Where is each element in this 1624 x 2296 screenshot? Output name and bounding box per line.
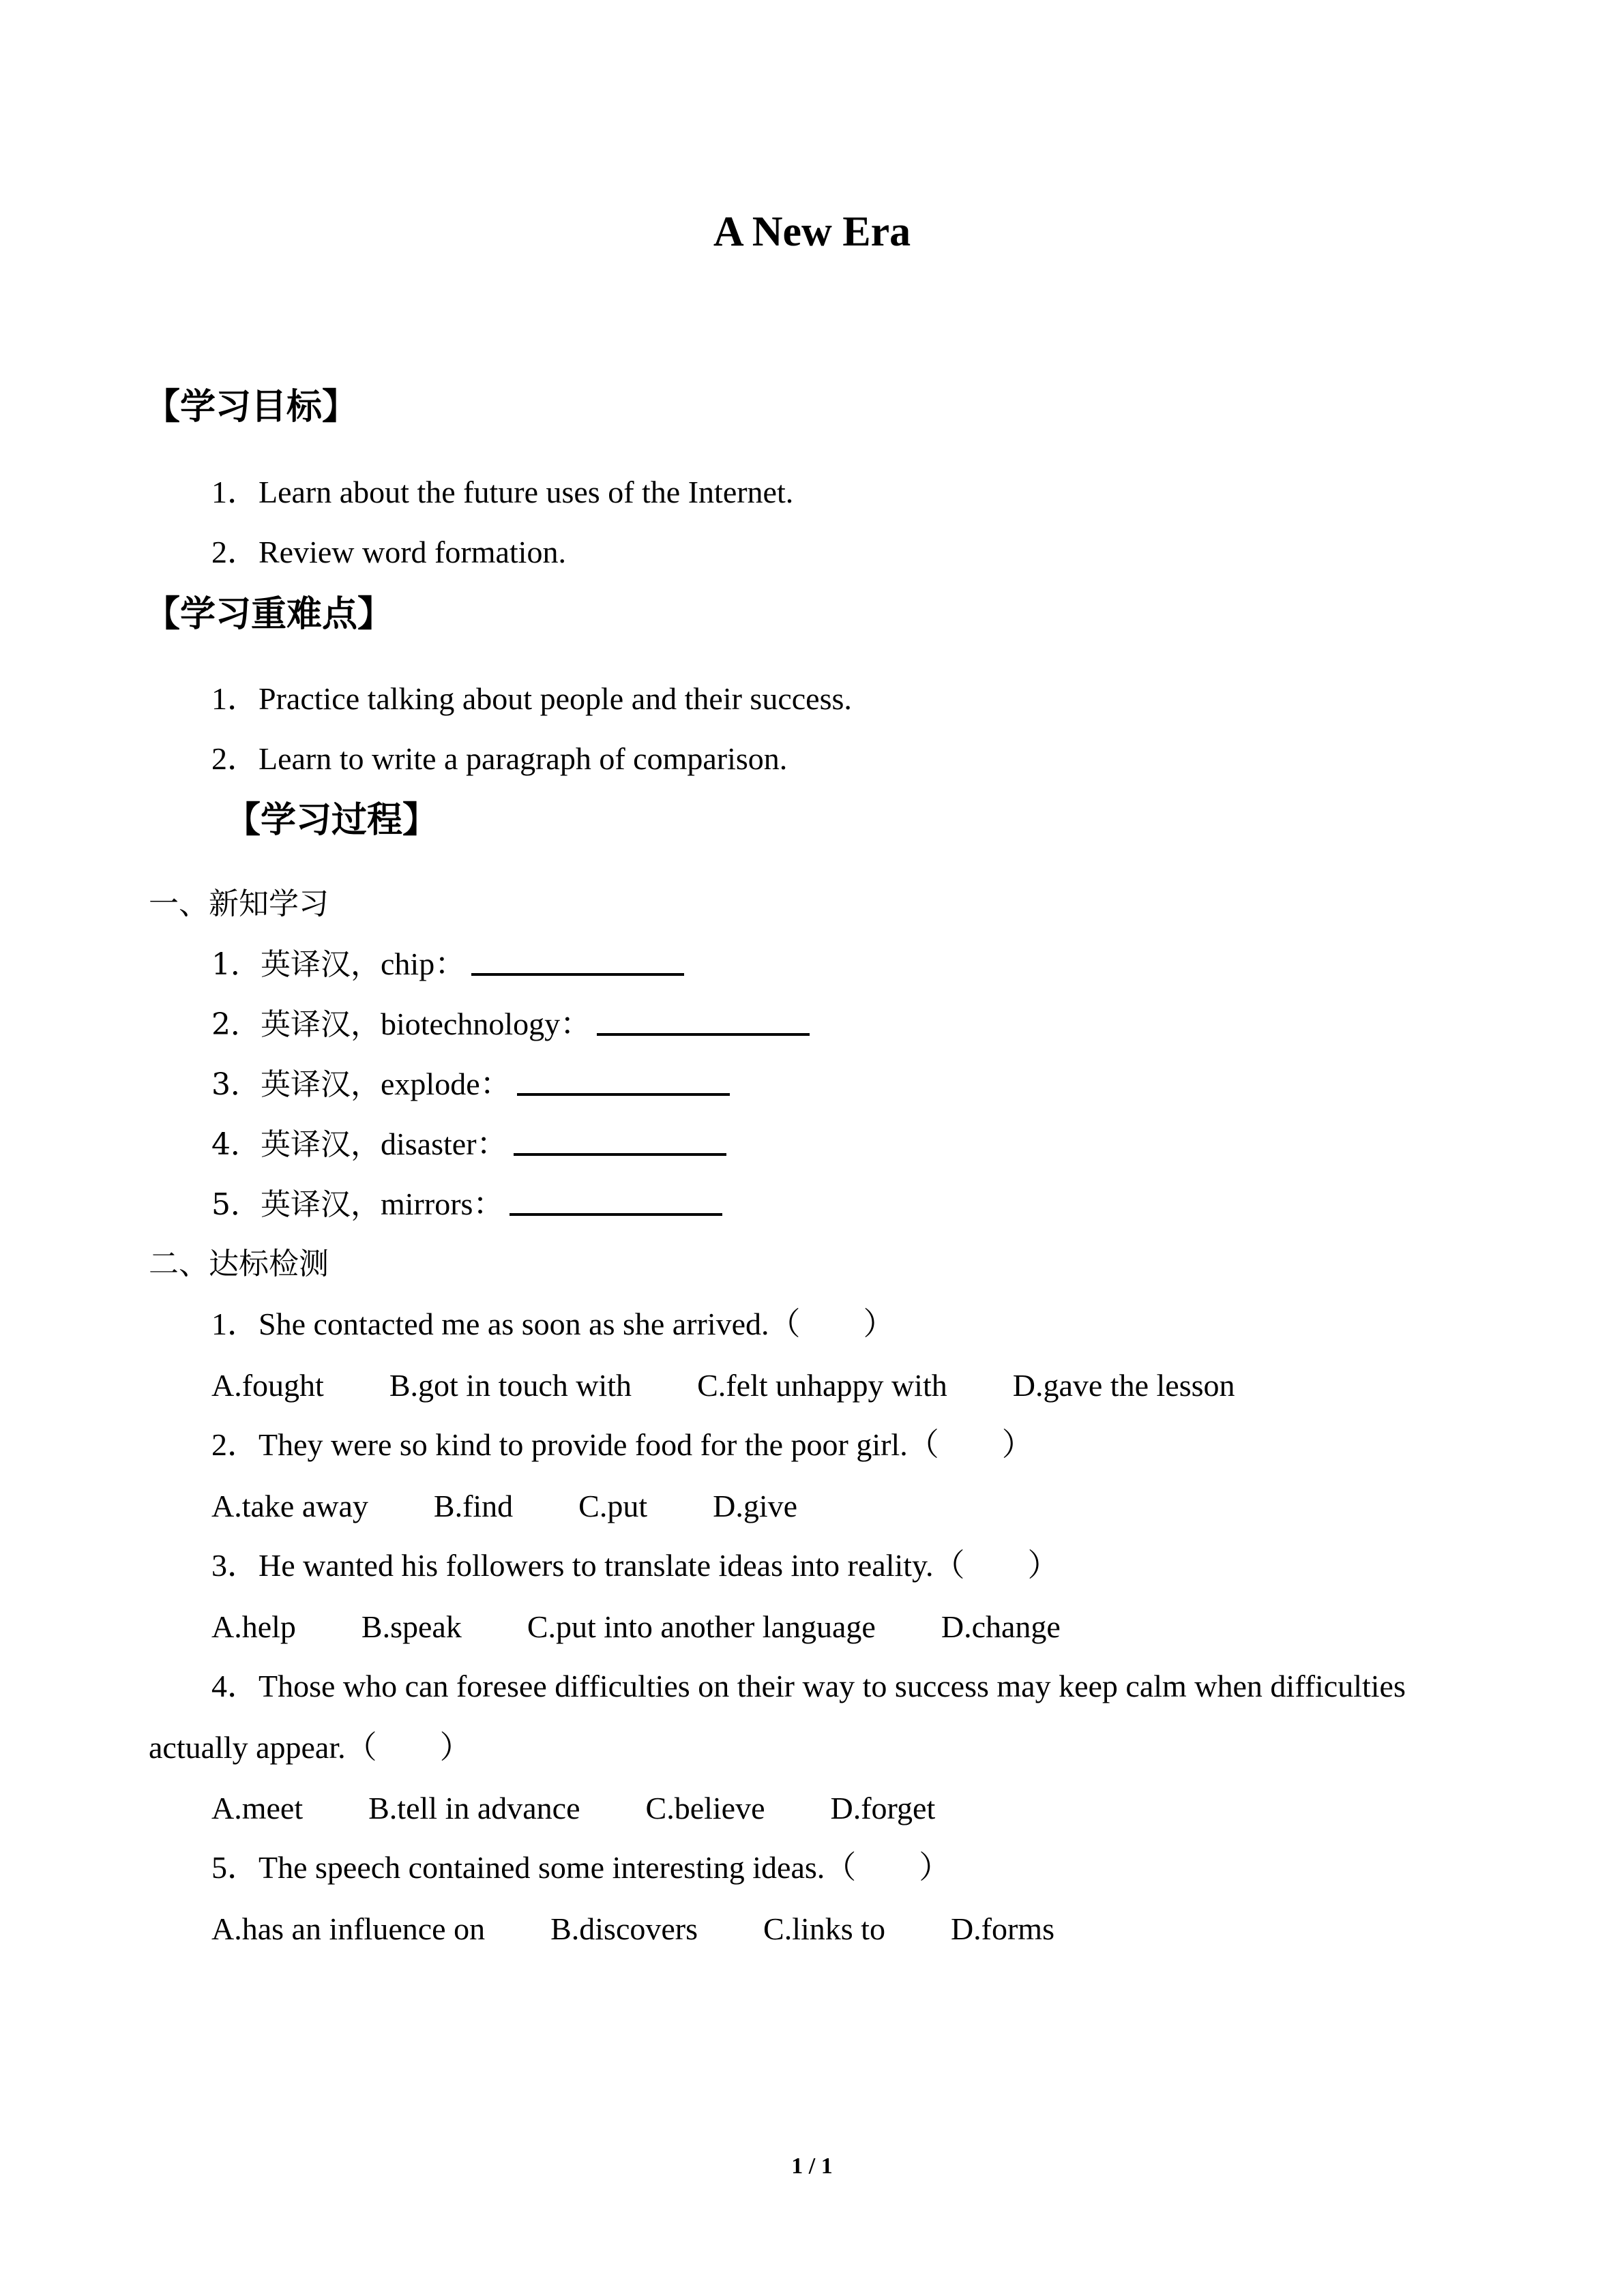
answer-blank[interactable]	[597, 1033, 810, 1036]
option-c[interactable]: C.put into another language	[527, 1609, 876, 1644]
option-b[interactable]: B.discovers	[550, 1911, 698, 1946]
test-heading: 二、达标检测	[149, 1247, 329, 1281]
question-stem-continued: actually appear.（ ）	[149, 1730, 471, 1765]
objectives-heading: 【学习目标】	[145, 387, 358, 428]
option-d[interactable]: D.gave the lesson	[1012, 1368, 1235, 1403]
question-stem: 5．The speech contained some interesting ideas.（ ）	[211, 1850, 951, 1885]
option-a[interactable]: A.take away	[211, 1489, 368, 1523]
option-b[interactable]: B.tell in advance	[368, 1791, 580, 1825]
objective-item: 2．Review word formation.	[211, 535, 566, 569]
vocab-item	[211, 1182, 722, 1227]
option-b[interactable]: B.speak	[361, 1609, 462, 1644]
option-a[interactable]: A.has an influence on	[211, 1911, 486, 1946]
vocab-prefix: 3．英译汉，	[211, 1067, 381, 1102]
option-d[interactable]: D.change	[941, 1609, 1061, 1644]
page-title: A New Era	[713, 209, 911, 255]
answer-blank[interactable]	[517, 1093, 730, 1096]
vocab-word: biotechnology：	[381, 1007, 592, 1041]
question-options	[211, 1907, 1054, 1951]
question-stem: 3．He wanted his followers to translate ideas into reality.（ ）	[211, 1548, 1059, 1583]
new-knowledge-heading: 一、新知学习	[149, 886, 329, 921]
vocab-prefix: 1．英译汉，	[211, 947, 381, 982]
process-heading: 【学习过程】	[225, 800, 439, 841]
option-c[interactable]: C.put	[578, 1489, 648, 1523]
key-points-heading: 【学习重难点】	[145, 594, 394, 635]
question-stem: 2．They were so kind to provide food for the poor girl.（ ）	[211, 1427, 1033, 1462]
vocab-item	[211, 942, 684, 987]
question-stem: 1．She contacted me as soon as she arrived.（ ）	[211, 1307, 895, 1341]
vocab-item	[211, 1062, 730, 1107]
option-b[interactable]: B.got in touch with	[389, 1368, 632, 1403]
vocab-prefix: 4．英译汉，	[211, 1127, 381, 1162]
option-a[interactable]: A.meet	[211, 1791, 304, 1825]
option-d[interactable]: D.forms	[950, 1911, 1054, 1946]
vocab-item	[211, 1002, 810, 1047]
option-a[interactable]: A.help	[211, 1609, 296, 1644]
answer-blank[interactable]	[510, 1213, 722, 1216]
option-c[interactable]: C.links to	[763, 1911, 885, 1946]
vocab-prefix: 5．英译汉，	[211, 1187, 381, 1222]
key-point-item: 1．Practice talking about people and their success.	[211, 681, 852, 716]
question-stem: 4．Those who can foresee difficulties on their way to success may keep calm when difficulties	[211, 1669, 1406, 1703]
vocab-word: disaster：	[381, 1127, 508, 1161]
question-options	[211, 1787, 935, 1830]
question-options	[211, 1605, 1061, 1649]
option-a[interactable]: A.fought	[211, 1368, 324, 1403]
option-b[interactable]: B.find	[433, 1489, 514, 1523]
key-point-item: 2．Learn to write a paragraph of comparison.	[211, 741, 788, 776]
vocab-word: chip：	[381, 946, 467, 981]
option-c[interactable]: C.believe	[645, 1791, 765, 1825]
answer-blank[interactable]	[514, 1153, 726, 1156]
question-options	[211, 1485, 797, 1528]
vocab-word: mirrors：	[381, 1187, 505, 1221]
vocab-prefix: 2．英译汉，	[211, 1007, 381, 1042]
option-c[interactable]: C.felt unhappy with	[697, 1368, 947, 1403]
answer-blank[interactable]	[471, 973, 684, 976]
question-options	[211, 1364, 1235, 1407]
page-number: 1 / 1	[791, 2153, 833, 2179]
vocab-word: explode：	[381, 1067, 512, 1101]
option-d[interactable]: D.give	[713, 1489, 798, 1523]
vocab-item	[211, 1122, 726, 1167]
objective-item: 1．Learn about the future uses of the Internet.	[211, 475, 794, 509]
option-d[interactable]: D.forget	[830, 1791, 936, 1825]
